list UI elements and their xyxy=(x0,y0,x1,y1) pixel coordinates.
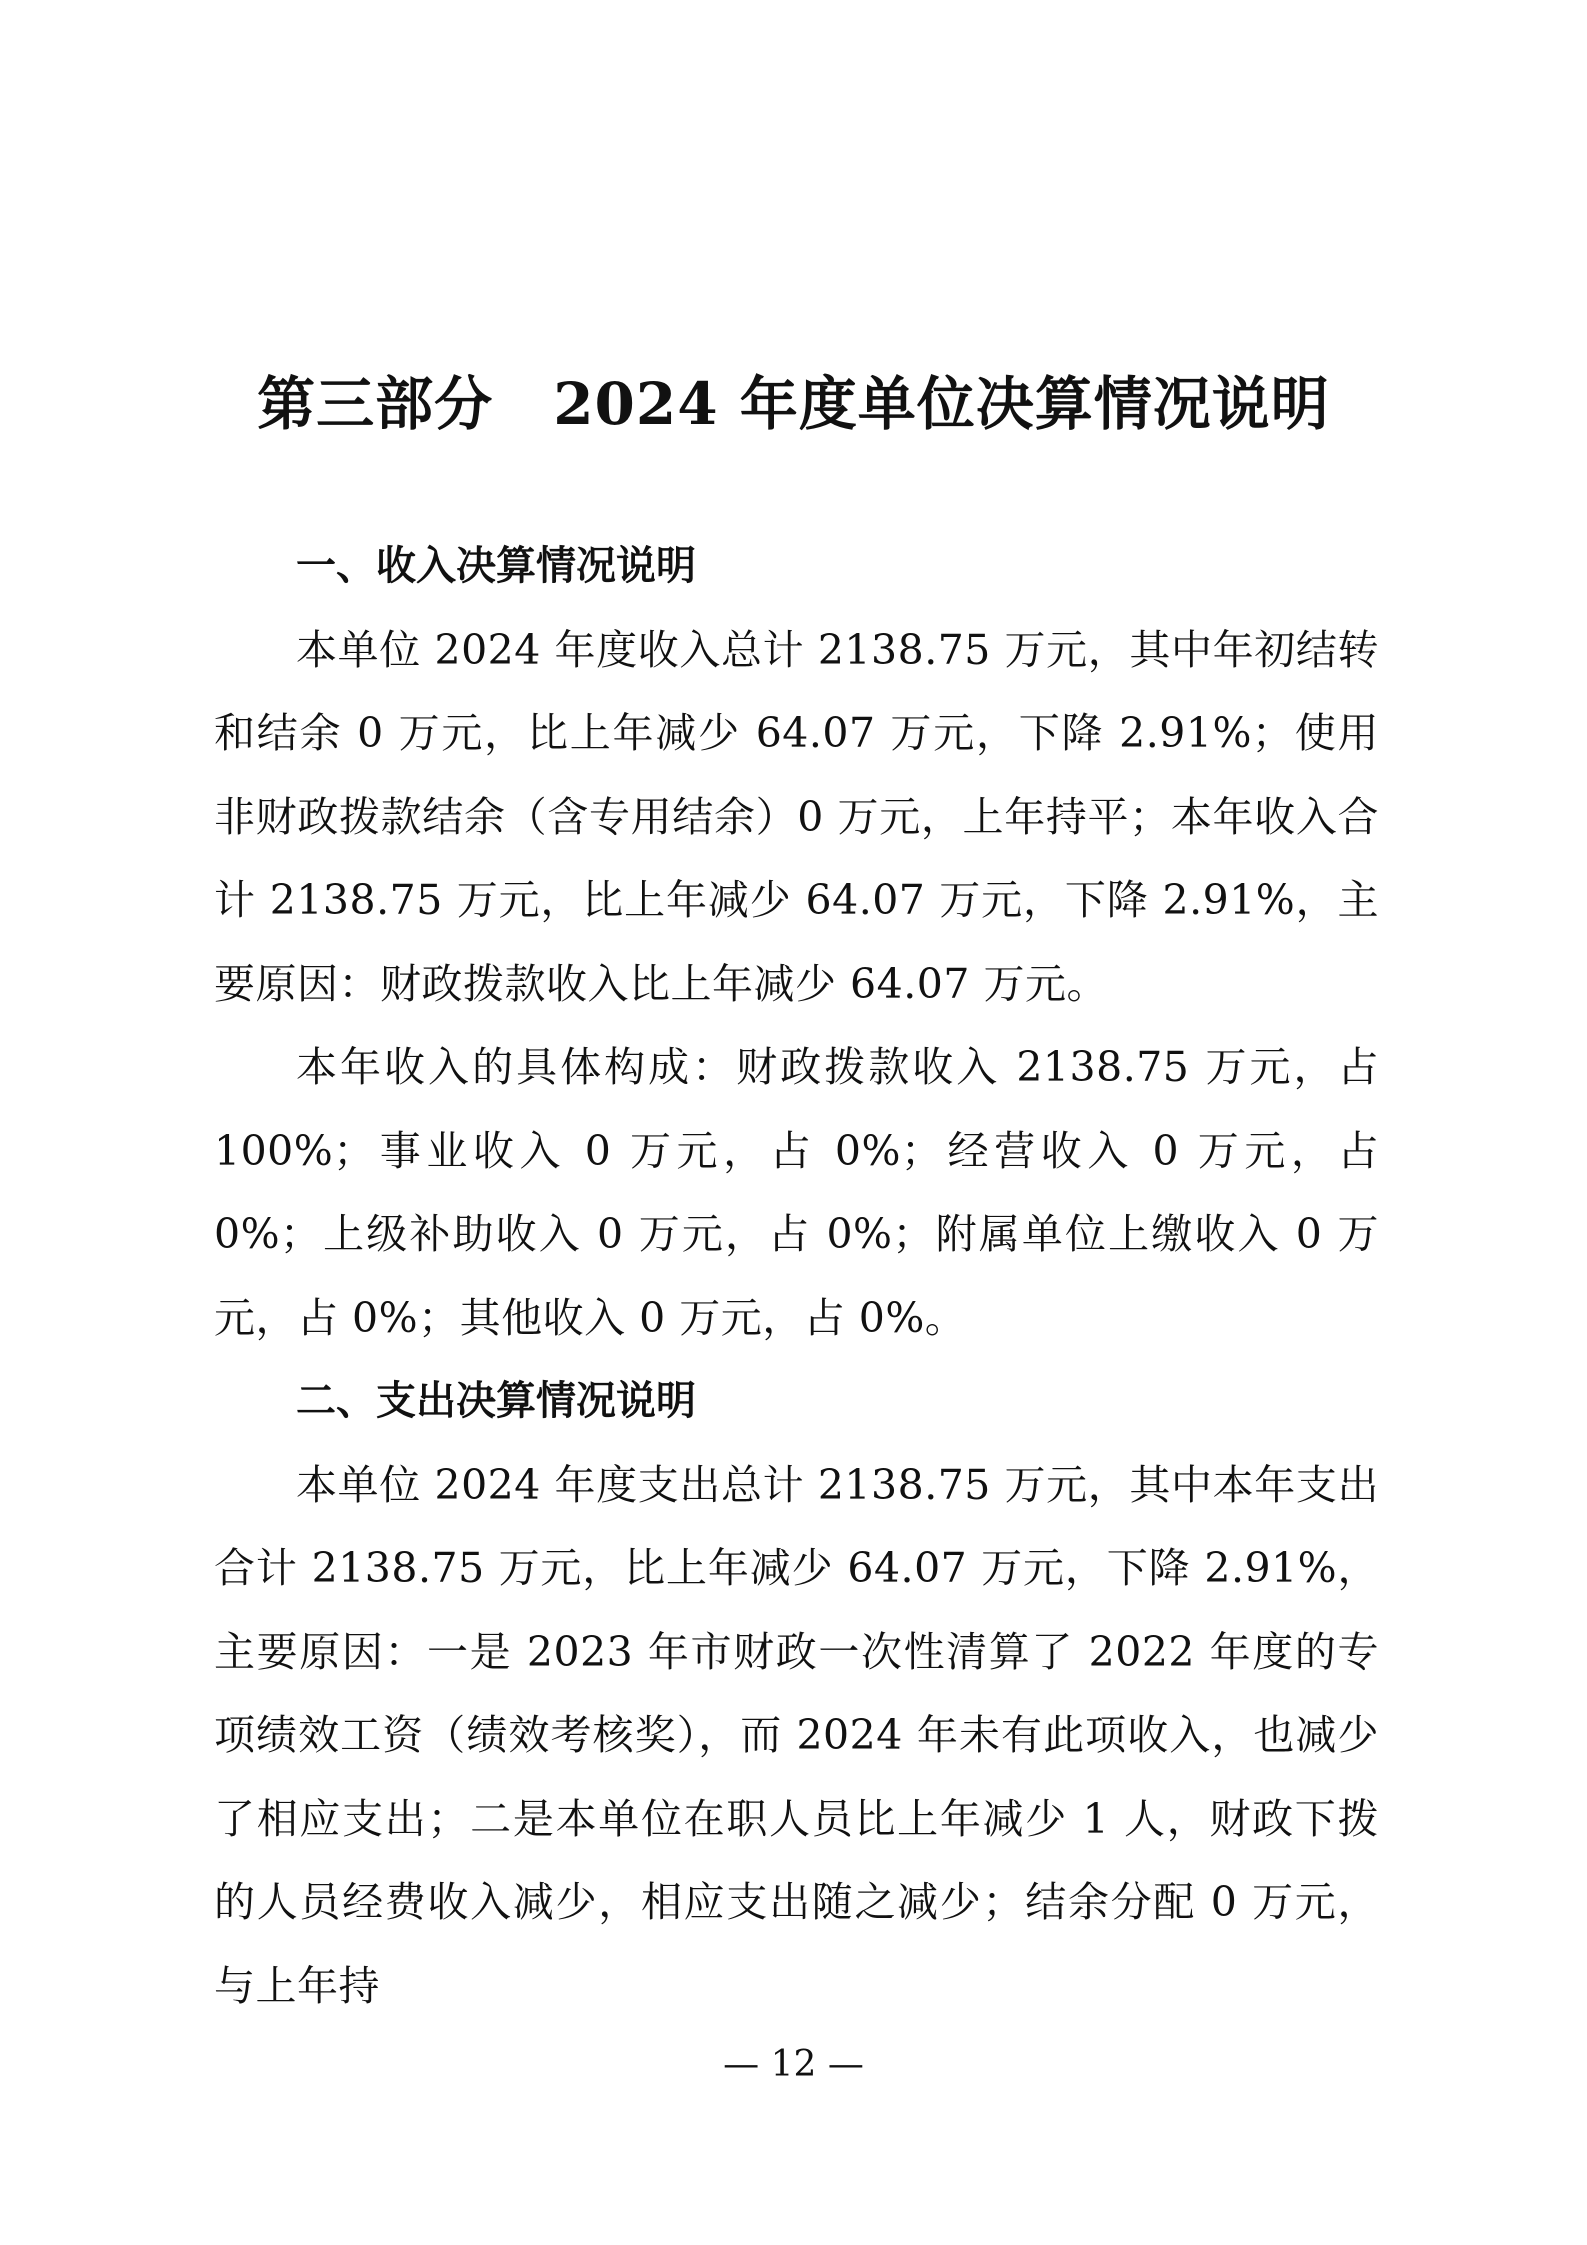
section-heading-income: 一、收入决算情况说明 xyxy=(296,543,696,589)
paragraph-income-summary: 本单位 2024 年度收入总计 2138.75 万元，其中年初结转和结余 0 万元，比上年减少 64.07 万元，下降 2.91%；使用非财政拨款结余（含专用结余）0 万元，上年持平；本年收入合计 2138.75 万元，比上年减少 64.07 万元，下降 2.91%，主要原因：财政拨款收入比上年减少 64.07 万元。 xyxy=(214,625,1379,1008)
section-expenditure xyxy=(214,1360,1379,2028)
page-title xyxy=(0,360,1587,448)
section-heading-expenditure: 二、支出决算情况说明 xyxy=(296,1378,696,1424)
section-income xyxy=(214,525,1379,1360)
title-text: 2024 年度单位决算情况说明 xyxy=(553,370,1330,438)
document-body xyxy=(214,525,1379,2028)
title-part: 第三部分 xyxy=(257,370,494,438)
page-number: — 12 — xyxy=(723,2044,864,2085)
paragraph-expenditure-summary: 本单位 2024 年度支出总计 2138.75 万元，其中本年支出合计 2138.75 万元，比上年减少 64.07 万元，下降 2.91%，主要原因：一是 2023 年市财政一次性清算了 2022 年度的专项绩效工资（绩效考核奖），而 2024 年未有此项收入，也减少了相应支出；二是本单位在职人员比上年减少 1 人，财政下拨的人员经费收入减少，相应支出随之减少；结余分配 0 万元，与上年持 xyxy=(214,1460,1379,2010)
paragraph-income-composition: 本年收入的具体构成：财政拨款收入 2138.75 万元，占 100%；事业收入 0 万元，占 0%；经营收入 0 万元，占 0%；上级补助收入 0 万元，占 0%；附属单位上缴收入 0 万元，占 0%；其他收入 0 万元，占 0%。 xyxy=(214,1043,1379,1342)
